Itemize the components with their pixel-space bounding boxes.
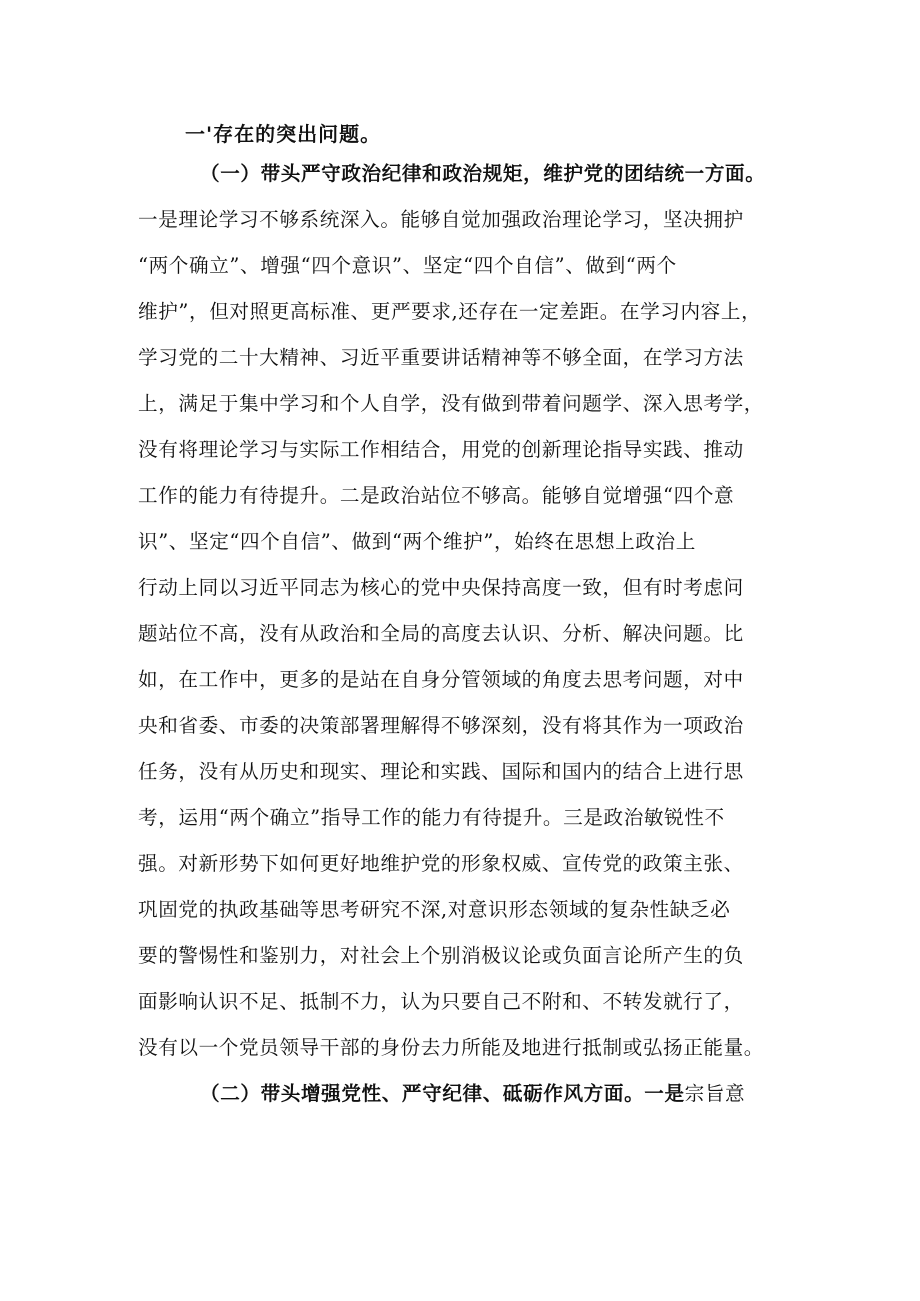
paragraph-line: 题站位不高，没有从政治和全局的高度去认识、分析、解决问题。比 (138, 622, 744, 645)
section2-line (200, 1080, 745, 1108)
paragraph-line: 强。对新形势下如何更好地维护党的形象权威、宣传党的政策主张、 (138, 852, 744, 875)
paragraph-line: 维护”，但对照更高标准、更严要求,还存在一定差距。在学习内容上， (138, 300, 762, 323)
paragraph-line: 没有将理论学习与实际工作相结合，用党的创新理论指导实践、推动 (138, 438, 744, 461)
paragraph-line: 央和省委、市委的决策部署理解得不够深刻，没有将其作为一项政治 (138, 714, 744, 737)
paragraph-line: 没有以一个党员领导干部的身份去力所能及地进行抵制或弘扬正能量。 (138, 1036, 765, 1059)
paragraph-line: 一是理论学习不够系统深入。能够自觉加强政治理论学习，坚决拥护 (138, 208, 744, 231)
paragraph-line: 上，满足于集中学习和个人自学，没有做到带着问题学、深入思考学， (138, 392, 765, 415)
paragraph-line: 如，在工作中，更多的是站在自身分管领域的角度去思考问题，对中 (138, 668, 744, 691)
section2-lead: 一是 (644, 1082, 685, 1105)
paragraph-line: 工作的能力有待提升。二是政治站位不够高。能够自觉增强“四个意 (138, 484, 735, 507)
section-heading: 一'存在的突出问题。 (185, 122, 382, 146)
paragraph-line: 面影响认识不足、抵制不力，认为只要自己不附和、不转发就行了， (138, 990, 744, 1013)
section2-rest: 宗旨意 (684, 1082, 746, 1105)
paragraph-line: “两个确立”、增强“四个意识”、坚定“四个自信”、做到“两个 (138, 254, 677, 277)
section2-title: （二）带头增强党性、严守纪律、砥砺作风方面。 (200, 1082, 645, 1105)
paragraph-line: 行动上同以习近平同志为核心的党中央保持高度一致，但有时考虑问 (138, 576, 744, 599)
paragraph-line: 学习党的二十大精神、习近平重要讲话精神等不够全面，在学习方法 (138, 346, 744, 369)
section1-title: （一）带头严守政治纪律和政治规矩，维护党的团结统一方面。 (200, 162, 766, 185)
paragraph-line: 识”、坚定“四个自信”、做到“两个维护”，始终在思想上政治上 (138, 530, 696, 553)
paragraph-line: 要的警惕性和鉴别力，对社会上个别消极议论或负面言论所产生的负 (138, 944, 744, 967)
paragraph-line: 考，运用“两个确立”指导工作的能力有待提升。三是政治敏锐性不 (138, 806, 725, 829)
paragraph-line: 任务，没有从历史和现实、理论和实践、国际和国内的结合上进行思 (138, 760, 744, 783)
paragraph-line: 巩固党的执政基础等思考研究不深,对意识形态领域的复杂性缺乏必 (138, 898, 731, 921)
